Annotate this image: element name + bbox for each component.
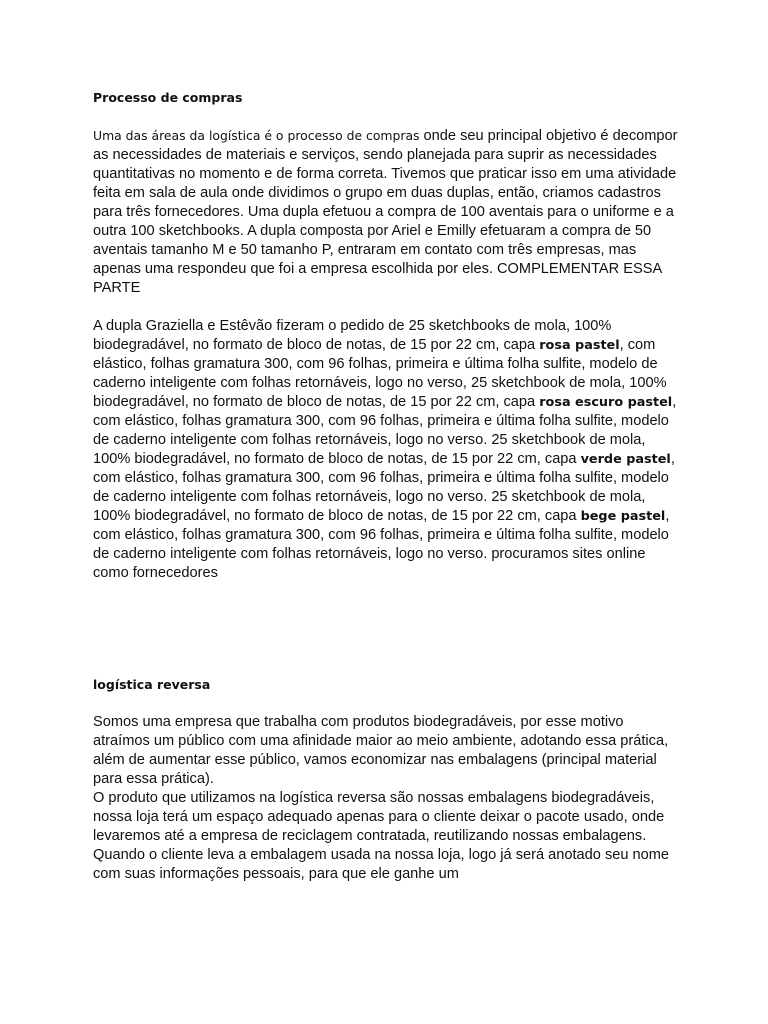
- text-run: A dupla Graziella e Estêvão fizeram o pedido de 25 sketchbooks de mola, 100% biodegradável, no formato de bloco de notas, de 15 por 22 cm, capa: [93, 318, 612, 353]
- text-run: , com elástico, folhas gramatura 300, com 96 folhas, primeira e última folha sulfite, modelo de caderno inteligente com folhas retornáveis, logo no verso. 25 sketchbook de mola, 100% biodegradável, no formato de bloco de notas, de 15 por 22 cm, capa: [93, 394, 677, 467]
- color-bege-pastel: bege pastel: [580, 509, 666, 524]
- document-page: [93, 88, 683, 884]
- paragraph-processo-intro: [93, 126, 683, 298]
- paragraph-reversa-embalagens: O produto que utilizamos na logística reversa são nossas embalagens biodegradáveis, nossa loja terá um espaço adequado apenas para o cliente deixar o pacote usado, onde levaremos até a empresa de reciclagem contratada, reutilizando nossas embalagens. Quando o cliente leva a embalagem usada na nossa loja, logo já será anotado seu nome com suas informações pessoais, para que ele ganhe um: [93, 790, 670, 882]
- text-run: , com elástico, folhas gramatura 300, com 96 folhas, primeira e última folha sulfite, modelo de caderno inteligente com folhas retornáveis, logo no verso. 25 sketchbook de mola, 100% biodegradável, no formato de bloco de notas, de 15 por 22 cm, capa: [93, 451, 675, 524]
- text-run: , com elástico, folhas gramatura 300, com 96 folhas, primeira e última folha sulfite, modelo de caderno inteligente com folhas retornáveis, logo no verso. procuramos sites online como fornecedores: [93, 508, 670, 581]
- paragraph-body: onde seu principal objetivo é decompor as necessidades de materiais e serviços, sendo planejada para suprir as necessidades quantitativas no momento e de forma correta. Tivemos que praticar isso em uma atividade feita em sala de aula onde dividimos o grupo em duas duplas, então, criamos cadastros para três fornecedores. Uma dupla efetuou a compra de 100 aventais para o uniforme e a outra 100 sketchbooks. A dupla composta por Ariel e Emilly efetuaram a compra de 50 aventais tamanho M e 50 tamanho P, entraram em contato com três empresas, mas apenas uma respondeu que foi a empresa escolhida por eles. COMPLEMENTAR ESSA PARTE: [93, 128, 678, 296]
- color-rosa-escuro-pastel: rosa escuro pastel: [539, 395, 673, 410]
- text-run: , com elástico, folhas gramatura 300, com 96 folhas, primeira e última folha sulfite, modelo de caderno inteligente com folhas retornáveis, logo no verso, 25 sketchbook de mola, 100% biodegradável, no formato de bloco de notas, de 15 por 22 cm, capa: [93, 337, 667, 410]
- color-verde-pastel: verde pastel: [580, 452, 671, 467]
- section-title-processo-de-compras: Processo de compras: [93, 90, 243, 105]
- color-rosa-pastel: rosa pastel: [539, 338, 620, 353]
- paragraph-reversa-intro: Somos uma empresa que trabalha com produtos biodegradáveis, por esse motivo atraímos um público com uma afinidade maior ao meio ambiente, adotando essa prática, além de aumentar esse público, vamos economizar nas embalagens (principal material para essa prática).: [93, 714, 669, 787]
- paragraph-sketchbook-order: [93, 317, 683, 583]
- paragraph-lead: Uma das áreas da logística é o processo de compras: [93, 128, 420, 143]
- section-title-logistica-reversa: logística reversa: [93, 677, 211, 692]
